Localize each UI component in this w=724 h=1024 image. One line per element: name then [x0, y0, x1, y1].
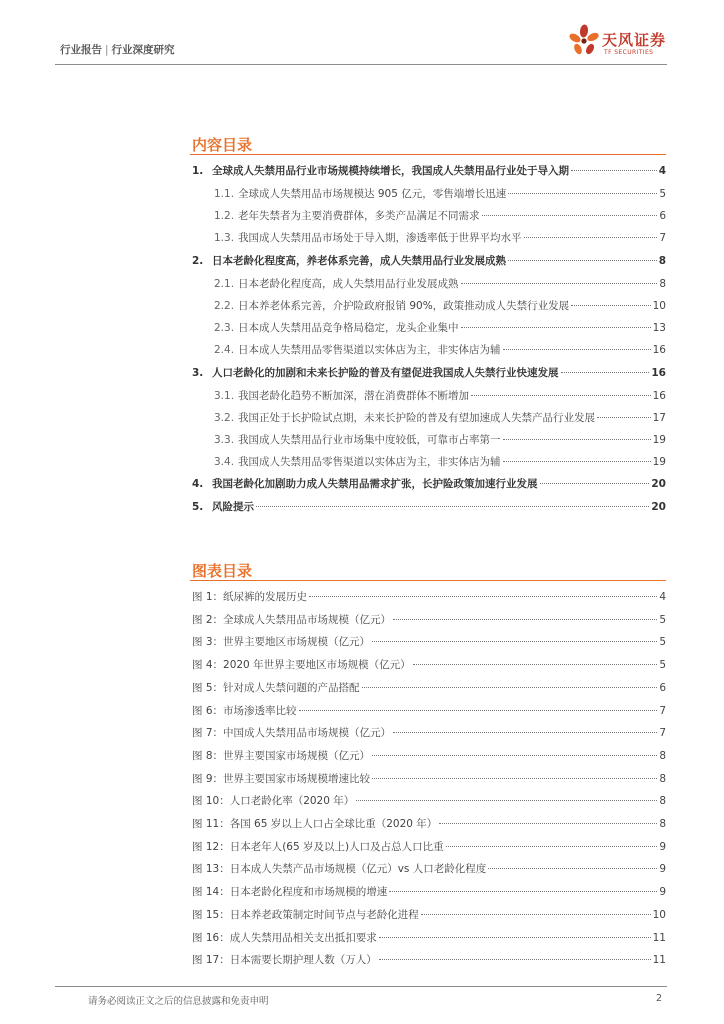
toc-title-underline: [190, 154, 666, 155]
figure-entry-page: 5: [659, 636, 666, 648]
toc-leader-dots: [540, 483, 650, 484]
figure-list-row[interactable]: [192, 725, 666, 740]
figure-list-row[interactable]: [192, 884, 666, 899]
toc-entry-page: 8: [658, 255, 666, 267]
toc-entry-number: 3.2.: [214, 412, 235, 424]
toc-entry-text: 我国老龄化加剧助力成人失禁用品需求扩张，长护险政策加速行业发展: [212, 478, 538, 490]
toc-entry-page: 5: [659, 188, 666, 200]
toc-entry-text: 日本老龄化程度高，成人失禁用品行业发展成熟: [238, 278, 459, 290]
toc-entry-text: 我国成人失禁用品行业市场集中度较低，可靠市占率第一: [238, 434, 501, 446]
figure-leader-dots: [362, 687, 658, 688]
toc-section-row[interactable]: [214, 454, 666, 469]
figure-entry-text: 图 16：成人失禁用品相关支出抵扣要求: [192, 932, 377, 944]
figure-list-row[interactable]: [192, 771, 666, 786]
toc-chapter-row[interactable]: [192, 365, 666, 380]
toc-section-row[interactable]: [214, 342, 666, 357]
toc-leader-dots: [503, 439, 651, 440]
toc-entry-page: 16: [651, 367, 666, 379]
figure-entry-page: 9: [659, 863, 666, 875]
toc-entry-number: 2.3.: [214, 322, 235, 334]
figure-entry-text: 图 8：世界主要国家市场规模（亿元）: [192, 750, 371, 762]
figure-list-row[interactable]: [192, 816, 666, 831]
toc-leader-dots: [256, 506, 649, 507]
figure-leader-dots: [439, 823, 657, 824]
logo-name-cn: 天风证券: [602, 31, 667, 49]
figure-list-row[interactable]: [192, 952, 666, 967]
figure-entry-page: 8: [659, 818, 666, 830]
toc-chapter-row[interactable]: [192, 499, 666, 514]
toc-entry-number: 1.1.: [214, 188, 235, 200]
toc-entry-number: 2.: [192, 255, 204, 267]
figure-leader-dots: [372, 778, 657, 779]
toc-entry-page: 16: [652, 390, 666, 402]
figure-entry-text: 图 4：2020 年世界主要地区市场规模（亿元）: [192, 659, 411, 671]
toc-entry-text: 日本成人失禁用品零售渠道以实体店为主，非实体店为辅: [238, 344, 501, 356]
figure-leader-dots: [389, 891, 657, 892]
toc-entry-number: 2.4.: [214, 344, 235, 356]
toc-section-row[interactable]: [214, 276, 666, 291]
toc-entry-number: 3.1.: [214, 390, 235, 402]
toc-leader-dots: [508, 260, 657, 261]
toc-section-row[interactable]: [214, 186, 666, 201]
figure-leader-dots: [393, 732, 657, 733]
figure-list-row[interactable]: [192, 907, 666, 922]
toc-entry-page: 7: [659, 232, 666, 244]
figure-leader-dots: [309, 596, 657, 597]
toc-entry-page: 10: [652, 300, 666, 312]
figure-list-row[interactable]: [192, 793, 666, 808]
figure-entry-text: 图 2：全球成人失禁用品市场规模（亿元）: [192, 614, 392, 626]
figure-list-row[interactable]: [192, 634, 666, 649]
header-separator: |: [105, 44, 109, 56]
figure-entry-page: 8: [659, 773, 666, 785]
toc-entry-page: 17: [652, 412, 666, 424]
figure-leader-dots: [379, 937, 651, 938]
figure-entry-page: 8: [659, 750, 666, 762]
figure-entry-page: 5: [659, 614, 666, 626]
toc-entry-text: 我国成人失禁用品零售渠道以实体店为主，非实体店为辅: [238, 456, 501, 468]
toc-section-row[interactable]: [214, 432, 666, 447]
figure-entry-text: 图 5：针对成人失禁问题的产品搭配: [192, 682, 360, 694]
figure-entry-text: 图 17：日本需要长期护理人数（万人）: [192, 954, 377, 966]
toc-entry-text: 老年失禁者为主要消费群体，多类产品满足不同需求: [238, 210, 480, 222]
toc-leader-dots: [561, 372, 650, 373]
toc-section-row[interactable]: [214, 410, 666, 425]
figure-leader-dots: [379, 959, 651, 960]
figure-entry-page: 5: [659, 659, 666, 671]
figure-list-row[interactable]: [192, 703, 666, 718]
toc-entry-number: 1.3.: [214, 232, 235, 244]
figure-entry-page: 4: [659, 591, 666, 603]
toc-section-row[interactable]: [214, 320, 666, 335]
toc-entry-text: 我国成人失禁用品市场处于导入期，渗透率低于世界平均水平: [238, 232, 522, 244]
toc-entry-page: 16: [652, 344, 666, 356]
footer-disclaimer: 请务必阅读正文之后的信息披露和免责申明: [88, 996, 269, 1007]
toc-leader-dots: [471, 395, 651, 396]
footer-divider: [55, 986, 667, 987]
figure-entry-page: 11: [652, 932, 666, 944]
figure-leader-dots: [372, 755, 657, 756]
figure-list-row[interactable]: [192, 680, 666, 695]
figure-entry-text: 图 1：纸尿裤的发展历史: [192, 591, 308, 603]
toc-leader-dots: [508, 193, 657, 194]
toc-entry-number: 2.1.: [214, 278, 235, 290]
figure-entry-text: 图 6：市场渗透率比较: [192, 705, 297, 717]
figures-title: 图表目录: [192, 562, 253, 580]
figure-entry-page: 11: [652, 954, 666, 966]
figure-entry-text: 图 9：世界主要国家市场规模增速比较: [192, 773, 371, 785]
figure-leader-dots: [372, 641, 657, 642]
toc-section-row[interactable]: [214, 230, 666, 245]
toc-entry-page: 4: [658, 165, 666, 177]
toc-entry-number: 2.2.: [214, 300, 235, 312]
toc-entry-number: 1.: [192, 165, 204, 177]
toc-entry-text: 日本老龄化程度高，养老体系完善，成人失禁用品行业发展成熟: [212, 255, 506, 267]
toc-leader-dots: [503, 461, 651, 462]
header-subcategory: 行业深度研究: [111, 44, 175, 56]
figure-entry-text: 图 13：日本成人失禁产品市场规模（亿元）vs 人口老龄化程度: [192, 863, 487, 875]
toc-title: 内容目录: [192, 136, 253, 154]
tf-flower-logo-icon: [566, 22, 602, 62]
figure-entry-text: 图 14：日本老龄化程度和市场规模的增速: [192, 886, 388, 898]
toc-entry-page: 6: [659, 210, 666, 222]
header-breadcrumb: [60, 42, 175, 57]
figure-entry-page: 6: [659, 682, 666, 694]
logo-name-en: TF SECURITIES: [604, 49, 654, 56]
figure-entry-text: 图 7：中国成人失禁用品市场规模（亿元）: [192, 727, 392, 739]
figure-leader-dots: [421, 914, 651, 915]
figure-list-row[interactable]: [192, 657, 666, 672]
toc-entry-page: 8: [659, 278, 666, 290]
toc-entry-page: 13: [652, 322, 666, 334]
toc-leader-dots: [524, 237, 658, 238]
toc-section-row[interactable]: [214, 298, 666, 313]
toc-entry-page: 20: [651, 478, 666, 490]
figure-list-row[interactable]: [192, 930, 666, 945]
toc-entry-number: 1.2.: [214, 210, 235, 222]
toc-entry-text: 我国老龄化趋势不断加深，潜在消费群体不断增加: [238, 390, 469, 402]
toc-entry-page: 20: [651, 501, 666, 513]
figure-entry-page: 7: [659, 727, 666, 739]
toc-entry-text: 全球成人失禁用品行业市场规模持续增长，我国成人失禁用品行业处于导入期: [212, 165, 569, 177]
figure-entry-text: 图 15：日本养老政策制定时间节点与老龄化进程: [192, 909, 419, 921]
figure-entry-text: 图 3：世界主要地区市场规模（亿元）: [192, 636, 371, 648]
toc-chapter-row[interactable]: [192, 163, 666, 178]
figure-list-row[interactable]: [192, 839, 666, 854]
header-category: 行业报告: [60, 44, 102, 56]
toc-entry-text: 我国正处于长护险试点期，未来长护险的普及有望加速成人失禁产品行业发展: [238, 412, 595, 424]
toc-entry-page: 19: [652, 456, 666, 468]
figure-list-row[interactable]: [192, 861, 666, 876]
figure-entry-page: 10: [652, 909, 666, 921]
toc-entry-text: 日本成人失禁用品竞争格局稳定，龙头企业集中: [238, 322, 459, 334]
figure-entry-text: 图 12：日本老年人(65 岁及以上)人口及占总人口比重: [192, 841, 444, 853]
figure-entry-page: 7: [659, 705, 666, 717]
figure-leader-dots: [413, 664, 658, 665]
figure-leader-dots: [356, 800, 657, 801]
figure-leader-dots: [488, 868, 657, 869]
toc-chapter-row[interactable]: [192, 476, 666, 491]
toc-entry-number: 5.: [192, 501, 204, 513]
header-divider: [55, 64, 667, 65]
company-logo: [566, 22, 676, 62]
toc-entry-number: 3.4.: [214, 456, 235, 468]
toc-leader-dots: [571, 170, 657, 171]
toc-leader-dots: [482, 215, 658, 216]
figure-entry-text: 图 10：人口老龄化率（2020 年）: [192, 795, 355, 807]
toc-entry-text: 全球成人失禁用品市场规模达 905 亿元，零售端增长迅速: [238, 188, 507, 200]
toc-entry-number: 3.3.: [214, 434, 235, 446]
page-number: 2: [656, 993, 663, 1004]
toc-entry-page: 19: [652, 434, 666, 446]
figure-leader-dots: [446, 846, 658, 847]
figure-entry-page: 9: [659, 841, 666, 853]
toc-leader-dots: [571, 305, 650, 306]
toc-entry-number: 3.: [192, 367, 204, 379]
toc-entry-text: 人口老龄化的加剧和未来长护险的普及有望促进我国成人失禁行业快速发展: [212, 367, 559, 379]
toc-entry-number: 4.: [192, 478, 204, 490]
toc-leader-dots: [461, 327, 651, 328]
toc-section-row[interactable]: [214, 388, 666, 403]
figures-title-underline: [190, 580, 666, 581]
toc-entry-text: 风险提示: [212, 501, 254, 513]
toc-leader-dots: [597, 417, 651, 418]
figure-entry-text: 图 11：各国 65 岁以上人口占全球比重（2020 年）: [192, 818, 438, 830]
figure-list-row[interactable]: [192, 748, 666, 763]
figure-leader-dots: [393, 619, 657, 620]
figure-entry-page: 9: [659, 886, 666, 898]
toc-section-row[interactable]: [214, 208, 666, 223]
toc-leader-dots: [503, 349, 651, 350]
figure-list-row[interactable]: [192, 612, 666, 627]
figure-leader-dots: [299, 710, 658, 711]
toc-leader-dots: [461, 283, 658, 284]
toc-entry-text: 日本养老体系完善，介护险政府报销 90%，政策推动成人失禁行业发展: [238, 300, 570, 312]
figure-entry-page: 8: [659, 795, 666, 807]
figure-list-row[interactable]: [192, 589, 666, 604]
toc-chapter-row[interactable]: [192, 253, 666, 268]
